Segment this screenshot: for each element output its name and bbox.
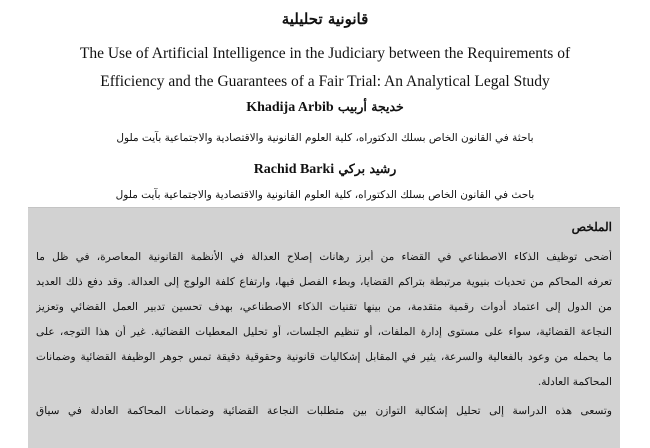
author-2-affiliation: باحث في القانون الخاص بسلك الدكتوراه، كلية العلوم القانونية والاقتصادية والاجتماعية بآيت ملول (115, 189, 535, 201)
author-2-name-ar: رشيد بركي (338, 161, 397, 176)
abstract-box (28, 207, 620, 448)
author-1-name-en: Khadija Arbib (246, 100, 334, 115)
abstract-line: وتسعى هذه الدراسة إلى تحليل إشكالية التوازن بين متطلبات النجاعة القضائية وضمانات المحاكمة العادلة في سياق (36, 405, 612, 417)
abstract-line: النجاعة القضائية، سواء على مستوى إدارة الملفات، أو تنظيم الجلسات، أو تحليل المعطيات القضائية. غير أن هذا التوجه، على (36, 326, 612, 338)
arabic-title: قانونية تحليلية (281, 10, 369, 28)
author-1-affiliation: باحثة في القانون الخاص بسلك الدكتوراه، كلية العلوم القانونية والاقتصادية والاجتماعية بآيت ملول (116, 132, 534, 144)
author-1 (0, 99, 650, 116)
abstract-heading: الملخص (571, 220, 612, 234)
author-2-name-en: Rachid Barki (253, 162, 335, 177)
author-1-name-ar: خديجة أربيب (337, 99, 404, 114)
author-2 (0, 161, 650, 178)
abstract-line: من الدول إلى اعتماد أدوات رقمية متقدمة، من بينها تقنيات الذكاء الاصطناعي، بهدف تحسين تدبير العمل القضائي وتعزيز (36, 301, 612, 313)
english-title-line-2: Efficiency and the Guarantees of a Fair Trial: An Analytical Legal Study (100, 73, 550, 90)
abstract-line: تعرفه المحاكم من تحديات بنيوية مرتبطة بتراكم القضايا، وبطء الفصل فيها، وارتفاع كلفة الولوج إلى العدالة. وقد دفع ذلك العديد (36, 276, 612, 288)
abstract-line: أضحى توظيف الذكاء الاصطناعي في القضاء من أبرز رهانات إصلاح العدالة في الأنظمة القانونية المعاصرة، في ظل ما (36, 251, 612, 263)
abstract-line: المحاكمة العادلة. (537, 376, 612, 388)
english-title-line-1: The Use of Artificial Intelligence in the Judiciary between the Requirements of (79, 45, 571, 62)
abstract-line: ما يحمله من وعود بالفعالية والسرعة، يثير في المقابل إشكاليات قانونية وحقوقية دقيقة تمس جوهر الوظيفة القضائية وضمانات (36, 351, 612, 363)
